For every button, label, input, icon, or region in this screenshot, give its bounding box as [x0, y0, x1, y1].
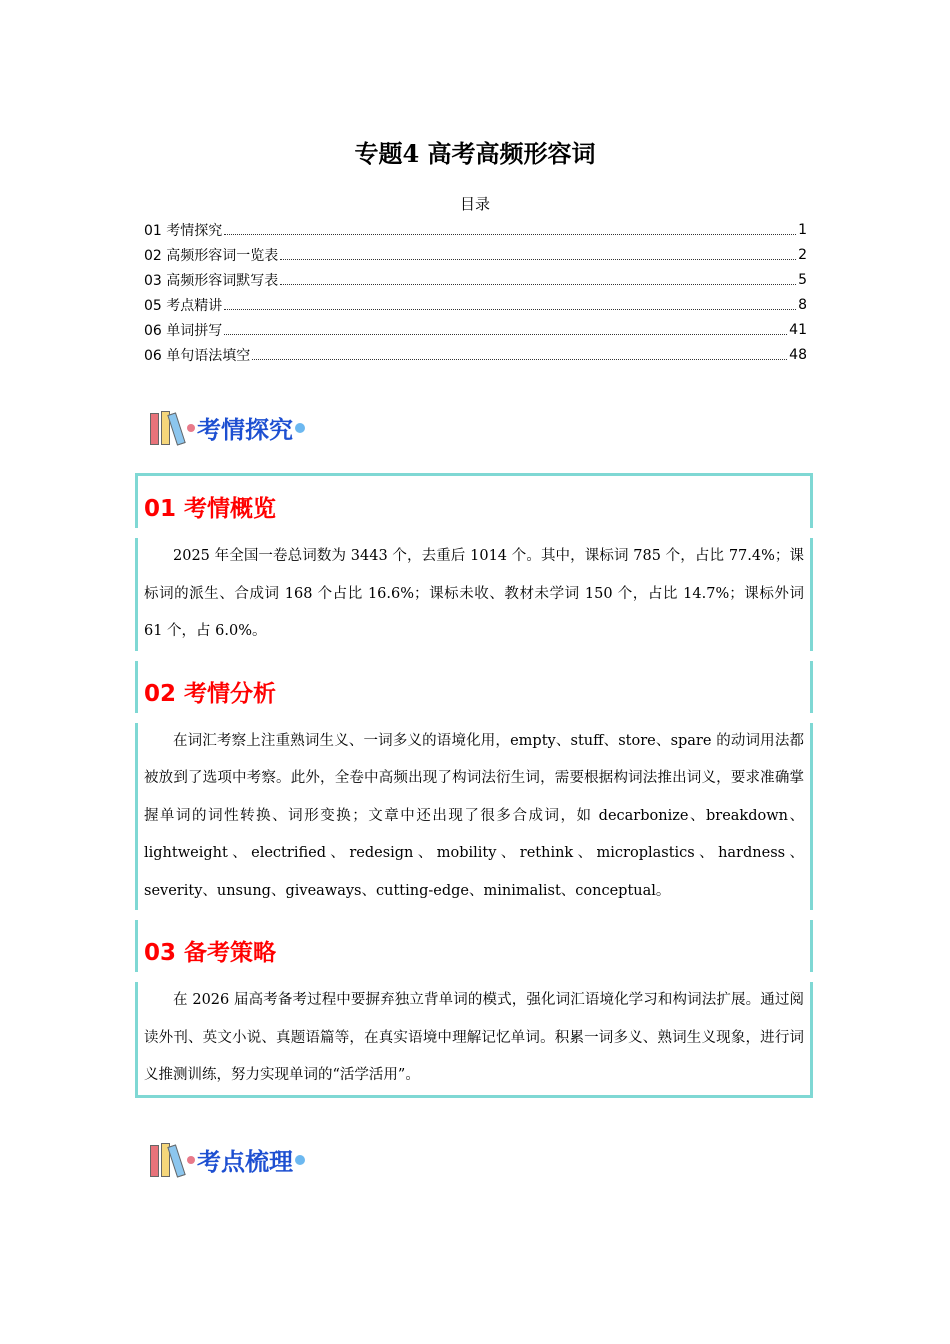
toc-leader	[280, 274, 796, 285]
section-heading: 02 考情分析	[144, 680, 277, 707]
section-body-block	[135, 982, 813, 1098]
toc-item[interactable]	[144, 267, 807, 292]
toc-item-label: 01 考情探究	[144, 222, 223, 239]
toc-item-page: 2	[798, 246, 807, 263]
section-text: 2025 年全国一卷总词数为 3443 个，去重后 1014 个。其中，课标词 785 个，占比 77.4%；课标词的派生、合成词 168 个占比 16.6%；课标未收、教材未学词 150 个，占比 14.7%；课标外词 61 个，占 6.0%。	[144, 548, 804, 639]
toc-item-page: 48	[789, 346, 807, 363]
toc-item[interactable]	[144, 342, 807, 367]
toc-item[interactable]	[144, 292, 807, 317]
section-banner: 考点梳理	[150, 1142, 307, 1177]
page-title: 专题4 高考高频形容词	[354, 139, 596, 168]
toc-item-label: 06 单句语法填空	[144, 347, 251, 364]
exam-info-box	[135, 473, 813, 1098]
section-heading: 01 考情概览	[144, 496, 277, 522]
toc-item-label: 02 高频形容词一览表	[144, 247, 279, 264]
toc-item-label: 06 单词拼写	[144, 322, 223, 339]
books-icon	[150, 411, 183, 445]
toc-item-page: 1	[798, 221, 807, 238]
section-body-block	[135, 538, 813, 651]
toc-leader	[280, 249, 796, 260]
table-of-contents	[144, 217, 807, 367]
books-icon	[150, 1143, 183, 1177]
toc-item-page: 5	[798, 271, 807, 288]
toc-item[interactable]	[144, 242, 807, 267]
toc-item-label: 03 高频形容词默写表	[144, 272, 279, 289]
toc-item[interactable]	[144, 217, 807, 242]
section-heading-block	[135, 920, 813, 972]
toc-leader	[252, 349, 787, 360]
toc-item-page: 41	[789, 321, 807, 338]
toc-item-page: 8	[798, 296, 807, 313]
section-heading: 03 备考策略	[144, 940, 277, 966]
toc-leader	[224, 299, 796, 310]
toc-item-label: 05 考点精讲	[144, 297, 223, 314]
section-body-block	[135, 723, 813, 911]
section-text: 在 2026 届高考备考过程中要摒弃独立背单词的模式，强化词汇语境化学习和构词法扩展。通过阅读外刊、英文小说、真题语篇等，在真实语境中理解记忆单词。积累一词多义、熟词生义现象，进行词义推测训练，努力实现单词的“活学活用”。	[144, 992, 804, 1083]
toc-heading: 目录	[459, 195, 490, 213]
section-heading-block	[135, 473, 813, 528]
section-banner: 考情探究	[150, 410, 307, 445]
section-heading-block	[135, 661, 813, 713]
section-text: 在词汇考察上注重熟词生义、一词多义的语境化用，empty、stuff、store、spare 的动词用法都被放到了选项中考察。此外，全卷中高频出现了构词法衍生词，需要根据构词法推出词义，要求准确掌握单词的词性转换、词形变换；文章中还出现了很多合成词，如 decarbonize、breakdown、lightweight、electrified、redesign、mobility、rethink、microplastics、hardness、severity、unsung、giveaways、cutting-edge、minimalist、conceptual。	[144, 732, 804, 899]
toc-leader	[224, 324, 787, 335]
toc-item[interactable]	[144, 317, 807, 342]
toc-leader	[224, 224, 796, 235]
